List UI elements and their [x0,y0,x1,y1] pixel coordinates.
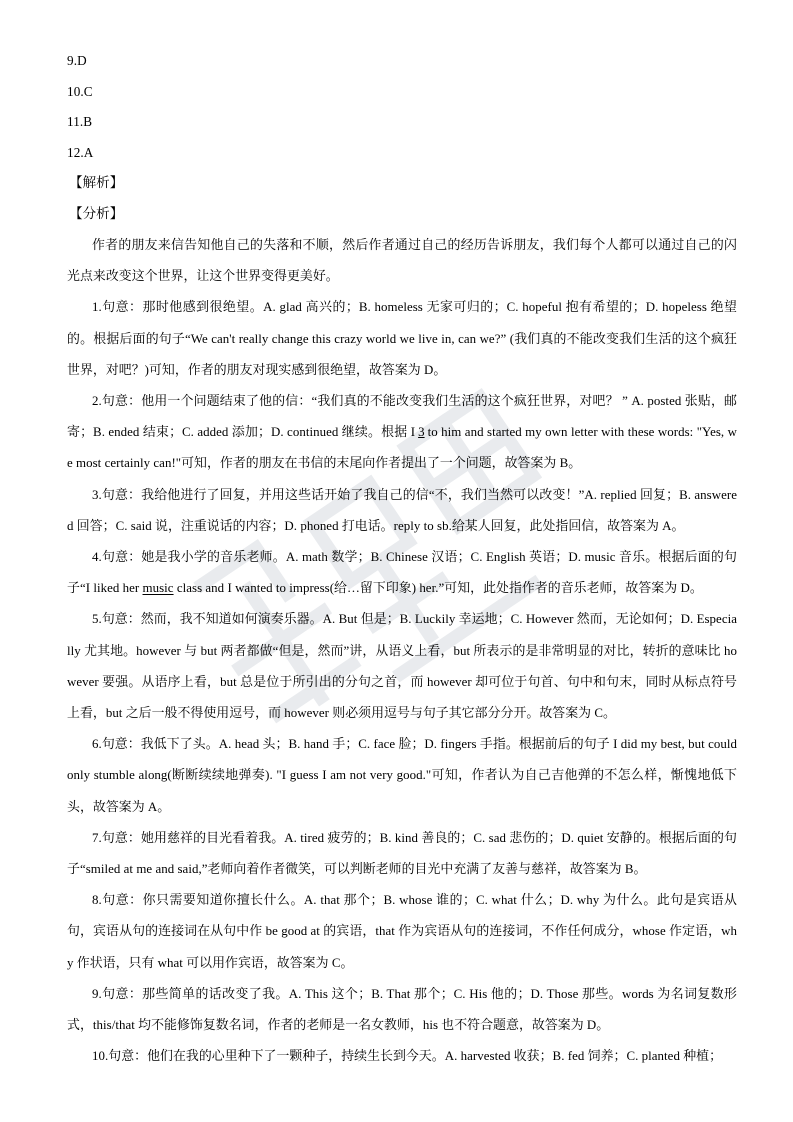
explanation-item-10: 10.句意：他们在我的心里种下了一颗种子，持续生长到今天。A. harvested 收获；B. fed 饲养；C. planted 种植； [92,1049,723,1064]
item-4-underlined-word: music [142,581,174,596]
explanation-item-5: 5.句意：然而，我不知道如何演奏乐器。A. But 但是；B. Luckily 幸运地；C. However 然而，无论如何；D. Especially 尤其地。however 与 but 两者都做“但是，然而”讲，从语义上看，but 所表示的是非常明显的对比，转折的意味比 however 要强。从语序上看，but 总是位于所引出的分句之首，而 however 却可位于句首、句中和句末，同时从标点符号上看，but 之后一般不得使用逗号，而 however 则必须用逗号与句子其它部分分开。故答案为 C。 [67,612,737,721]
item-4-prefix: 4.句意：她是我小学的音乐老师。A. math 数学；B. Chinese 汉语；C. English 英语；D. music 音乐。根据后面的句子“I liked her [67,550,737,596]
item-2-prefix: 2.句意：他用一个问题结束了他的信：“我们真的不能改变我们生活的这个疯狂世界，对吧？ ” A. posted 张贴，邮寄；B. ended 结束；C. added 添加；D. continued 继续。根据 I [67,394,737,440]
answer-line: 12.A [67,144,94,160]
item-4-suffix: class and I wanted to impress(给…留下印象) her.”可知，此处指作者的音乐老师，故答案为 D。 [173,581,703,596]
explanation-item-3: 3.句意：我给他进行了回复，并用这些话开始了我自己的信“不，我们当然可以改变！”A. replied 回复；B. answered 回答；C. said 说，注重说话的内容；D. phoned 打电话。reply to sb.给某人回复，此处指回信，故答案为 A。 [67,487,737,533]
item-2-suffix: to him and started my own letter with these words: "Yes, we most certainly can!"可知，作者的朋友在书信的末尾向作者提出了一个问题，故答案为 B。 [67,425,737,471]
analysis-heading: 【分析】 [69,206,124,222]
analysis-summary: 作者的朋友来信告知他自己的失落和不顺，然后作者通过自己的经历告诉朋友，我们每个人都可以通过自己的闪光点来改变这个世界，让这个世界变得更美好。 [67,238,737,284]
explanation-item-8: 8.句意：你只需要知道你擅长什么。A. that 那个；B. whose 谁的；C. what 什么；D. why 为什么。此句是宾语从句，宾语从句的连接词在从句中作 be good at 的宾语，that 作为宾语从句的连接词，不作任何成分，whose 作定语，why 作状语，只有 what 可以用作宾语，故答案为 C。 [67,893,737,970]
explanation-item-4 [67,542,737,604]
document-content [67,46,737,1072]
answer-line: 11.B [67,114,93,129]
explanation-item-7: 7.句意：她用慈祥的目光看着我。A. tired 疲劳的；B. kind 善良的；C. sad 悲伤的；D. quiet 安静的。根据后面的句子“smiled at me and said,”老师向着作者微笑，可以判断老师的目光中充满了友善与慈祥，故答案为 B。 [67,830,737,877]
answer-line: 9.D [67,53,87,68]
explanation-item-1: 1.句意：那时他感到很绝望。A. glad 高兴的；B. homeless 无家可归的；C. hopeful 抱有希望的；D. hopeless 绝望的。根据后面的句子“We can't really change this crazy world we live in, can we?” (我们真的不能改变我们生活的这个疯狂世界，对吧？)可知，作者的朋友对现实感到很绝望，故答案为 D。 [67,300,737,377]
explanation-item-2 [67,386,737,480]
explanation-item-9: 9.句意：那些简单的话改变了我。A. This 这个；B. That 那个；C. His 他的；D. Those 那些。words 为名词复数形式，this/that 均不能修饰复数名词，作者的老师是一名女教师，his 也不符合题意，故答案为 D。 [67,986,737,1033]
explanation-item-6: 6.句意：我低下了头。A. head 头；B. hand 手；C. face 脸；D. fingers 手指。根据前后的句子 I did my best, but could only stumble along(断断续续地弹奏). "I guess I am not very good."可知，作者认为自己吉他弹的不怎么样，惭愧地低下头，故答案为 A。 [67,737,737,814]
explanation-heading: 【解析】 [69,175,124,191]
item-2-blank: 3 [418,425,425,440]
answer-line: 10.C [67,83,93,99]
